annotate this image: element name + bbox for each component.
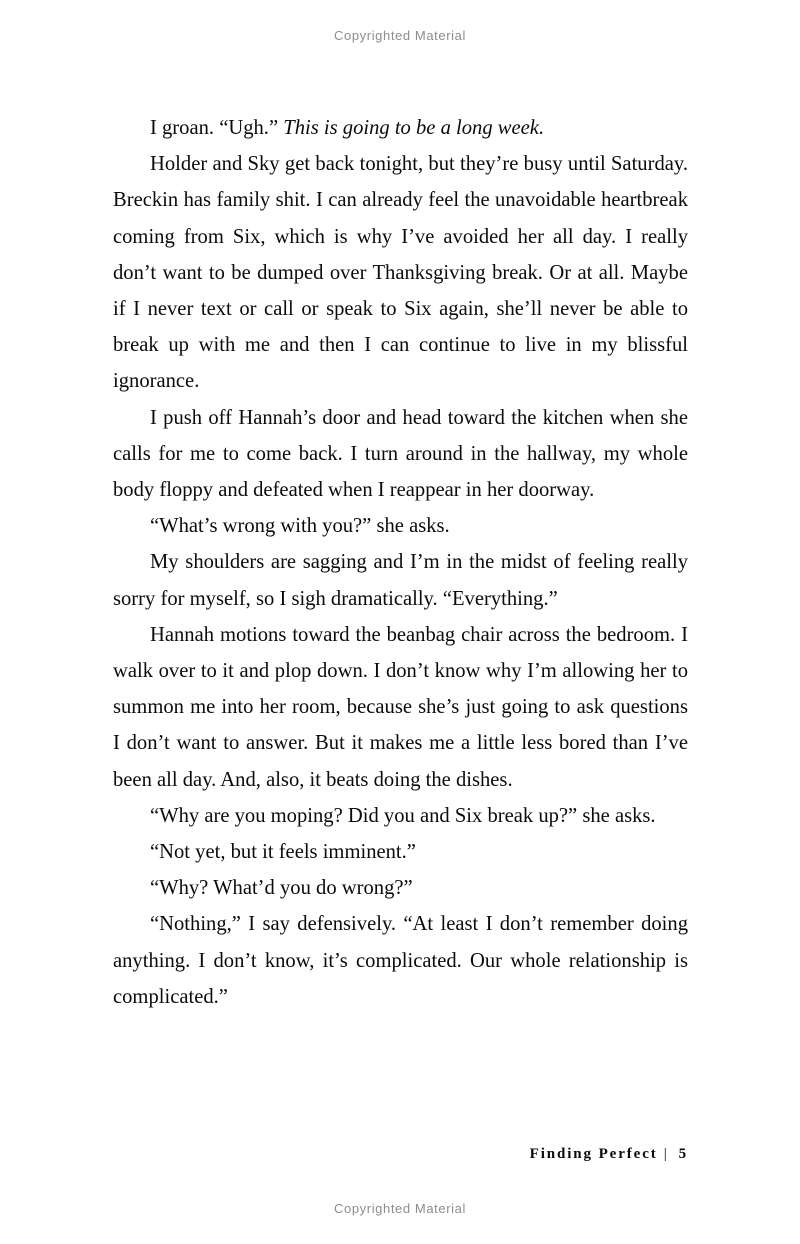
paragraph: “What’s wrong with you?” she asks. <box>150 515 450 538</box>
paragraph: Hannah motions toward the beanbag chair across the bedroom. I walk over to it and plop down. I don’t know why I’m allowing her to summon me into her room, because she’s just going to ask questions I don’t want to answer. But it makes me a little less bored than I’ve been all day. And, also, it beats doing the dishes. <box>113 623 688 791</box>
paragraph: “Why? What’d you do wrong?” <box>150 877 413 900</box>
footer-separator: | <box>663 1146 669 1162</box>
italic-run: This is going to be a long week. <box>283 117 545 139</box>
copyright-watermark-top: Copyrighted Material <box>334 28 466 43</box>
footer-book-title: Finding Perfect <box>529 1146 658 1162</box>
footer-page-number: 5 <box>678 1146 688 1162</box>
paragraph: “Not yet, but it feels imminent.” <box>150 841 416 864</box>
paragraph: Holder and Sky get back tonight, but they’re busy until Saturday. Breckin has family shit. I can already feel the unavoidable heartbreak coming from Six, which is why I’ve avoided her all day. I really don’t want to be dumped over Thanksgiving break. Or at all. Maybe if I never text or call or speak to Six again, she’ll never be able to break up with me and then I can continue to live in my blissful ignorance. <box>113 153 688 393</box>
running-footer <box>113 1146 688 1163</box>
paragraph: I groan. “Ugh.” This is going to be a long week. <box>150 117 545 139</box>
paragraph: “Nothing,” I say defensively. “At least I don’t remember doing anything. I don’t know, it’s complicated. Our whole relationship is complicated.” <box>113 913 688 1008</box>
paragraph: “Why are you moping? Did you and Six break up?” she asks. <box>150 804 656 827</box>
paragraph: My shoulders are sagging and I’m in the midst of feeling really sorry for myself, so I sigh dramatically. “Everything.” <box>113 551 688 610</box>
paragraph: I push off Hannah’s door and head toward the kitchen when she calls for me to come back. I turn around in the hallway, my whole body floppy and defeated when I reappear in her doorway. <box>113 406 688 502</box>
body-text-column <box>113 110 688 1015</box>
copyright-watermark-bottom: Copyrighted Material <box>334 1201 466 1216</box>
